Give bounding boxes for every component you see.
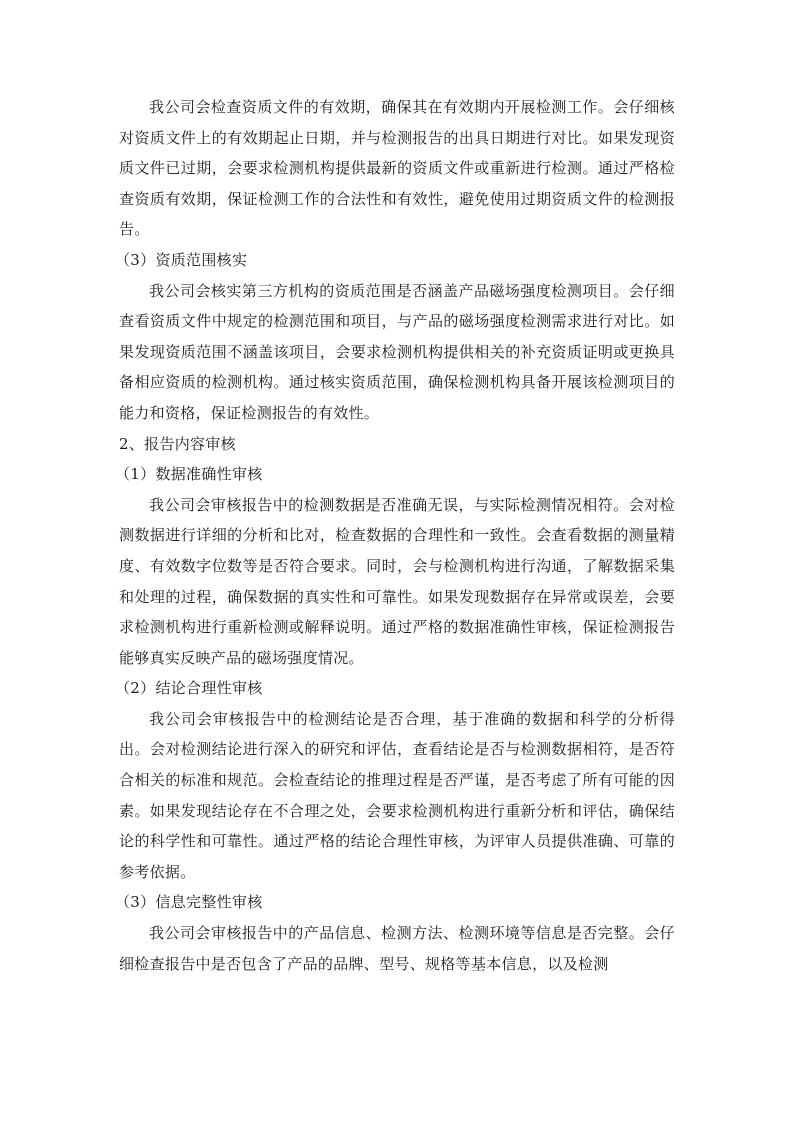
subheading-data-accuracy: （1）数据准确性审核: [115, 465, 263, 484]
paragraph-qualification-validity: 我公司会检查资质文件的有效期，确保其在有效期内开展检测工作。会仔细核对资质文件上的有效期起止日期，并与检测报告的出具日期进行对比。如果发现资质文件已过期，会要求检测机构提供最新的资质文件或重新进行检测。通过严格检查资质有效期，保证检测工作的合法性和有效性，避免使用过期资质文件的检测报告。: [119, 98, 675, 239]
paragraph-data-accuracy: 我公司会审核报告中的检测数据是否准确无误，与实际检测情况相符。会对检测数据进行详细的分析和比对，检查数据的合理性和一致性。会查看数据的测量精度、有效数字位数等是否符合要求。同时，会与检测机构进行沟通，了解数据采集和处理的过程，确保数据的真实性和可靠性。如果发现数据存在异常或误差，会要求检测机构进行重新检测或解释说明。通过严格的数据准确性审核，保证检测报告能够真实反映产品的磁场强度情况。: [119, 495, 675, 667]
paragraph-qualification-scope: 我公司会核实第三方机构的资质范围是否涵盖产品磁场强度检测项目。会仔细查看资质文件中规定的检测范围和项目，与产品的磁场强度检测需求进行对比。如果发现资质范围不涵盖该项目，会要求检测机构提供相关的补充资质证明或更换具备相应资质的检测机构。通过核实资质范围，确保检测机构具备开展该检测项目的能力和资格，保证检测报告的有效性。: [119, 281, 675, 422]
document-body: [115, 92, 675, 979]
paragraph-conclusion-rationality: 我公司会审核报告中的检测结论是否合理，基于准确的数据和科学的分析得出。会对检测结论进行深入的研究和评估，查看结论是否与检测数据相符，是否符合相关的标准和规范。会检查结论的推理过程是否严谨，是否考虑了所有可能的因素。如果发现结论存在不合理之处，会要求检测机构进行重新分析和评估，确保结论的科学性和可靠性。通过严格的结论合理性审核，为评审人员提供准确、可靠的参考依据。: [119, 709, 675, 881]
paragraph-information-completeness: 我公司会审核报告中的产品信息、检测方法、检测环境等信息是否完整。会仔细检查报告中是否包含了产品的品牌、型号、规格等基本信息，以及检测: [119, 924, 675, 973]
section-heading-report-review: 2、报告内容审核: [119, 434, 236, 453]
subheading-qualification-scope: （3）资质范围核实: [115, 250, 248, 269]
subheading-conclusion-rationality: （2）结论合理性审核: [115, 679, 263, 698]
subheading-information-completeness: （3）信息完整性审核: [115, 893, 263, 912]
